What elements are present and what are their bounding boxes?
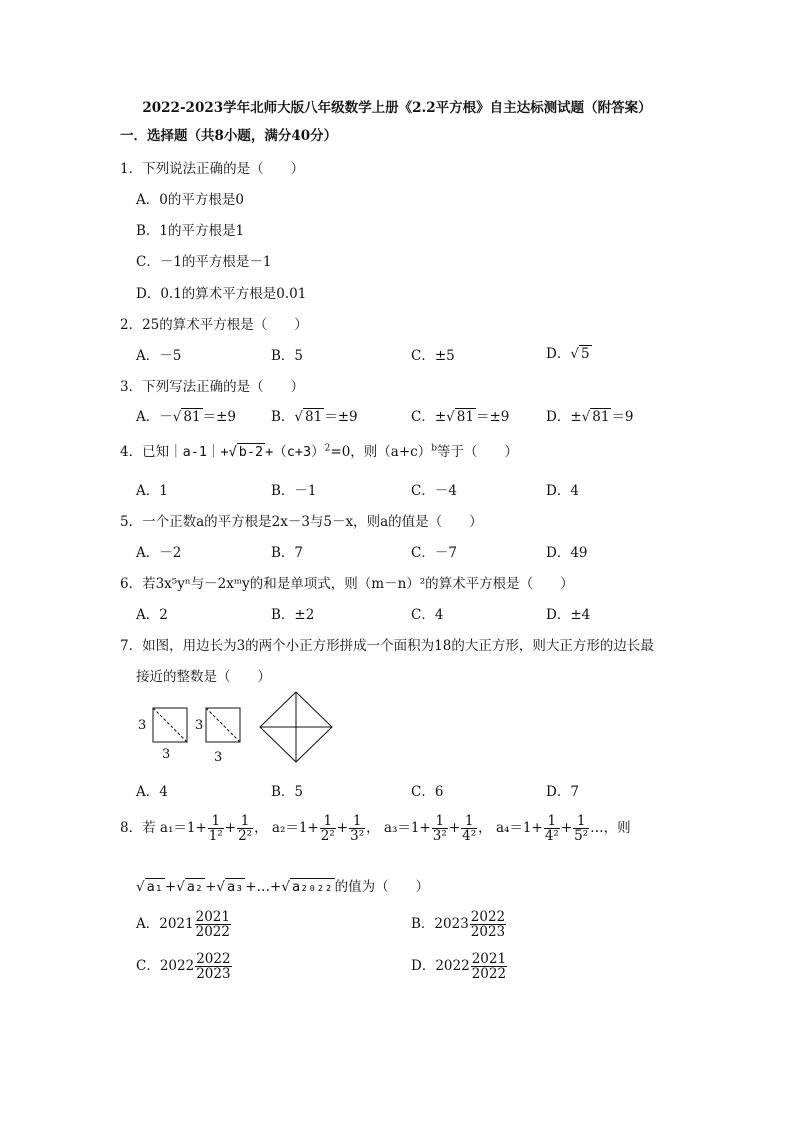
q1-option-b: B．1的平方根是1 xyxy=(136,223,245,239)
q3-option-a: A．－√ 81 ＝±9 xyxy=(136,409,236,425)
question-1-stem: 1．下列说法正确的是（ ） xyxy=(120,161,305,177)
q4-option-b: B．－1 xyxy=(271,483,317,499)
q4-option-d: D．4 xyxy=(546,483,579,499)
q7-option-c: C．6 xyxy=(411,784,444,800)
section-heading: 一．选择题（共8小题，满分40分） xyxy=(120,128,338,144)
question-7-stem-line1: 7．如图，用边长为3的两个小正方形拼成一个面积为18的大正方形，则大正方形的边长最 xyxy=(120,638,654,654)
q3-option-c: C．±√ 81 ＝±9 xyxy=(411,409,510,425)
q2-option-d: D．√ 5 xyxy=(546,346,590,362)
q2-option-b: B．5 xyxy=(271,348,304,364)
q6-option-a: A．2 xyxy=(136,607,168,623)
document-title: 2022-2023学年北师大版八年级数学上册《2.2平方根》自主达标测试题（附答案） xyxy=(142,100,652,116)
q6-option-d: D．±4 xyxy=(546,607,591,623)
q8-term-3: a₃＝1+ $\frac{1}{\text{3²}}$ + $\frac{1}{\text{4²}}$ ， xyxy=(383,813,492,845)
q8-term-1: a₁＝1+ $\frac{1}{\text{1²}}$ + $\frac{1}{\text{2²}}$ ， xyxy=(159,813,268,845)
question-8-stem: 8．若 a₁＝1+ $\frac{1}{\text{1²}}$ + $\frac{1}{\text{2²}}$ ， a₂＝1+ $\frac{1}{\text{2²}}$ + $\frac{1}{\text{3²}}$ ， a₃＝1+ $\frac{1}{\text{3²}}$ + $\frac{1}{\text{4²}}$ ， a₄＝1+ $\frac{1}{\text{4²}}$ + $\frac{1}{\text{5²}}$ …，则 xyxy=(120,813,631,845)
question-6-stem: 6．若3x⁵yⁿ与－2xᵐy的和是单项式，则（m－n）²的算术平方根是（ ） xyxy=(120,576,574,592)
q8-term-4: a₄＝1+ $\frac{1}{\text{4²}}$ + $\frac{1}{\text{5²}}$ …，则 xyxy=(495,813,631,845)
q1-option-d: D．0.1的算术平方根是0.01 xyxy=(136,286,307,302)
q8-option-d: D．2022 $\frac{2021}{2022}$ xyxy=(411,951,507,983)
q7-option-d: D．7 xyxy=(546,784,579,800)
q7-option-a: A．4 xyxy=(136,784,168,800)
q3-option-b: B．√ 81 ＝±9 xyxy=(271,409,358,425)
q3-option-d: D．±√ 81 ＝9 xyxy=(546,409,634,425)
q8-sum-expression: √ a₁ +√ a₂ +√ a₃ +…+√ a₂₀₂₂ 的值为（ ） xyxy=(136,879,430,895)
sqrt-symbol: √ 5 xyxy=(570,346,590,362)
fig-label-bottom-2: 3 xyxy=(214,750,223,765)
q8-term-2: a₂＝1+ $\frac{1}{\text{2²}}$ + $\frac{1}{\text{3²}}$ ， xyxy=(271,813,380,845)
q8-option-b: B．2023 $\frac{2022}{2023}$ xyxy=(411,909,506,941)
q4-option-a: A．1 xyxy=(136,483,168,499)
q6-option-b: B．±2 xyxy=(271,607,315,623)
q5-option-c: C．－7 xyxy=(411,545,457,561)
fig-label-bottom-1: 3 xyxy=(162,747,171,762)
question-5-stem: 5．一个正数a的平方根是2x－3与5－x，则a的值是（ ） xyxy=(120,514,483,530)
question-3-stem: 3．下列写法正确的是（ ） xyxy=(120,379,305,395)
q8-option-c: C．2022 $\frac{2022}{2023}$ xyxy=(136,951,231,983)
q7-figure xyxy=(136,690,336,770)
fig-label-left-1: 3 xyxy=(138,718,147,733)
question-2-stem: 2．25的算术平方根是（ ） xyxy=(120,317,308,333)
q1-option-c: C．－1的平方根是－1 xyxy=(136,254,272,270)
q2-option-a: A．－5 xyxy=(136,348,182,364)
q2-option-c: C．±5 xyxy=(411,348,455,364)
q8-option-a: A．2021 $\frac{2021}{2022}$ xyxy=(136,909,230,941)
q5-option-d: D．49 xyxy=(546,545,588,561)
q6-option-c: C．4 xyxy=(411,607,444,623)
question-7-stem-line2: 接近的整数是（ ） xyxy=(136,669,271,685)
q5-option-a: A．－2 xyxy=(136,545,182,561)
fig-label-left-2: 3 xyxy=(195,718,204,733)
q1-option-a: A．0的平方根是0 xyxy=(136,192,244,208)
q4-option-c: C．－4 xyxy=(411,483,457,499)
q7-option-b: B．5 xyxy=(271,784,304,800)
question-4-stem: 4．已知｜a-1｜+√ $b-2 +(c+3)^2=0$，则$(a+c)^b$等于（ ） xyxy=(120,443,518,460)
q5-option-b: B．7 xyxy=(271,545,304,561)
